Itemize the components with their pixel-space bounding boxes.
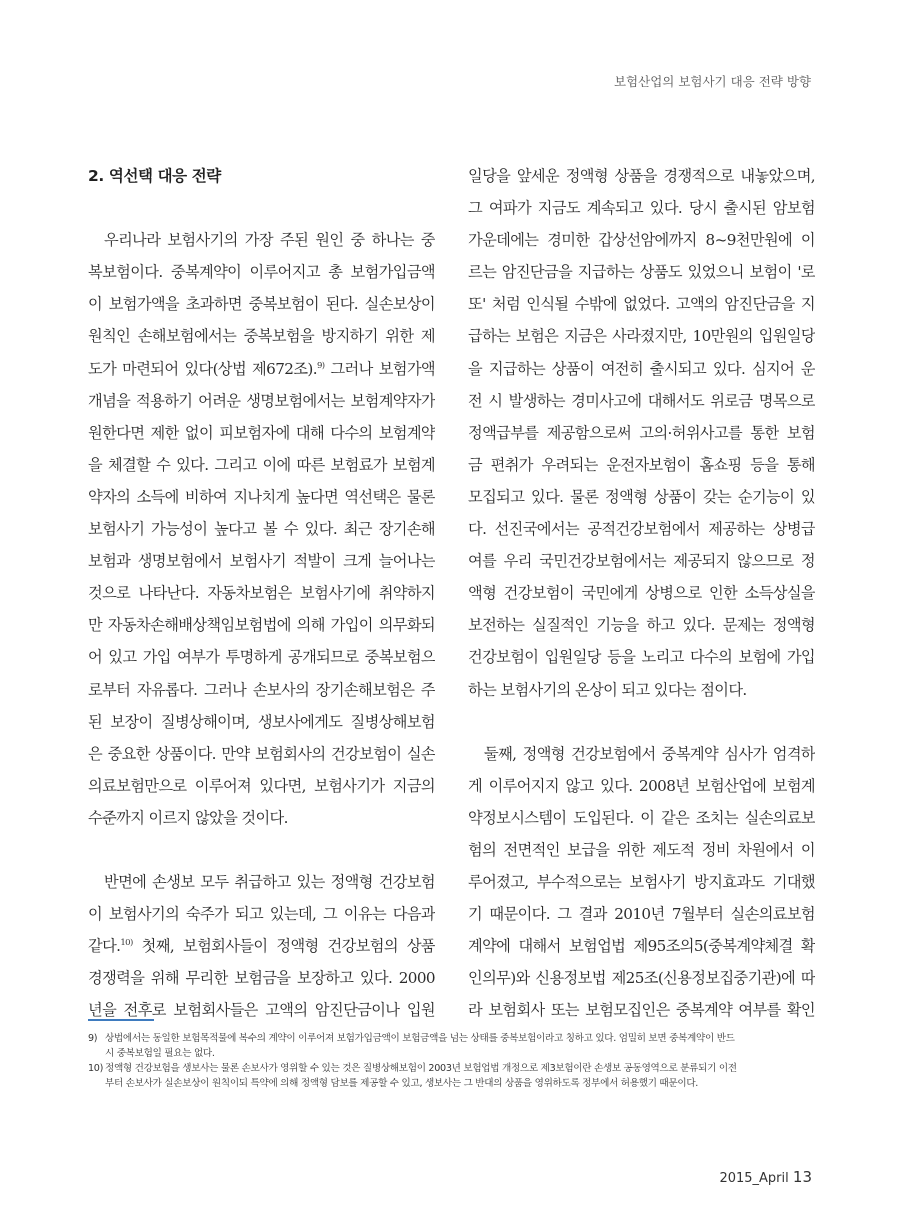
left-column [88,160,435,1027]
body-text: 도가 마련되어 있다(상법 제672조). [88,359,317,378]
body-line: 라 보험회사 또는 보험모집인은 중복계약 여부를 확인 [468,1001,815,1020]
body-line: 게 이루어지지 않고 있다. 2008년 보험산업에 보험계 [468,776,815,795]
body-line: 보전하는 실질적인 기능을 하고 있다. 문제는 정액형 [468,616,815,635]
body-line: 루어졌고, 부수적으로는 보험사기 방지효과도 기대했 [468,873,815,892]
body-line: 전 시 발생하는 경미사고에 대해서도 위로금 명목으로 [468,391,815,410]
body-line: 이 보험가액을 초과하면 중복보험이 된다. 실손보상이 [88,295,435,314]
body-line: 건강보험이 입원일당 등을 노리고 다수의 보험에 가입 [468,648,815,667]
footnote-line: 상법에서는 동일한 보험목적물에 복수의 계약이 이루어져 보험가입금액이 보험금액을 넘는 상태를 중복보험이라고 칭하고 있다. 엄밀히 보면 중복계약이 반드 [105,1033,735,1044]
footnote-line: 정액형 건강보험을 생보사는 물론 손보사가 영위할 수 있는 것은 질병상해보험이 2003년 보험업법 개정으로 제3보험이란 손생보 공동영역으로 분류되기 이전 [105,1063,737,1074]
body-line: 가운데에는 경미한 갑상선암에까지 8~9천만원에 이 [468,231,815,250]
body-line: 험의 전면적인 보급을 위한 제도적 정비 차원에서 이 [468,840,815,859]
body-line: 기 때문이다. 그 결과 2010년 7월부터 실손의료보험 [468,905,815,924]
body-text: 첫째, 보험회사들이 정액형 건강보험의 상품 [132,937,435,956]
body-line: 년을 전후로 보험회사들은 고액의 암진단금이나 입원 [88,1001,435,1020]
body-line: 을 지급하는 상품이 여전히 출시되고 있다. 심지어 운 [468,359,815,378]
body-line: 계약에 대해서 보험업법 제95조의5(중복계약체결 확 [468,937,815,956]
body-line [88,353,435,385]
footnote-line: 시 중복보험일 필요는 없다. [105,1048,215,1059]
body-line: 액형 건강보험이 국민에게 상병으로 인한 소득상실을 [468,584,815,603]
body-text: 그러나 보험가액 [324,359,435,378]
body-line: 복보험이다. 중복계약이 이루어지고 총 보험가입금액 [88,263,435,282]
body-line: 로부터 자유롭다. 그러나 손보사의 장기손해보험은 주 [88,680,435,699]
body-line: 일당을 앞세운 정액형 상품을 경쟁적으로 내놓았으며, [468,167,815,185]
body-text: 같다. [88,937,121,956]
body-line: 르는 암진단금을 지급하는 상품도 있었으니 보험이 '로 [468,263,815,282]
page-footer [719,1168,812,1186]
body-line: 급하는 보험은 지금은 사라졌지만, 10만원의 입원일당 [468,327,815,346]
body-line: 것으로 나타난다. 자동차보험은 보험사기에 취약하지 [88,584,435,603]
body-line: 은 중요한 상품이다. 만약 보험회사의 건강보험이 실손 [88,744,435,763]
body-line: 원한다면 제한 없이 피보험자에 대해 다수의 보험계약 [88,423,435,442]
body-line: 금 편취가 우려되는 운전자보험이 홈쇼핑 등을 통해 [468,455,815,474]
footnote-line: 부터 손보사가 실손보상이 원칙이되 특약에 의해 정액형 담보를 제공할 수 있고, 생보사는 그 반대의 상품을 영위하도록 정부에서 허용했기 때문이다. [105,1078,699,1089]
footnote-divider [88,1019,154,1021]
body-line: 약자의 소득에 비하여 지나치게 높다면 역선택은 물론 [88,487,435,506]
body-line: 만 자동차손해배상책임보험법에 의해 가입이 의무화되 [88,616,435,635]
issue-label: 2015_April [719,1171,789,1186]
body-line: 원칙인 손해보험에서는 중복보험을 방지하기 위한 제 [88,327,435,346]
footnote-ref-10[interactable]: 10) [120,938,133,949]
body-line: 의료보험만으로 이루어져 있다면, 보험사기가 지금의 [88,776,435,795]
footnote-10 [88,1061,814,1091]
right-column [468,160,815,1027]
body-line: 개념을 적용하기 어려운 생명보험에서는 보험계약자가 [88,391,435,410]
body-line: 둘째, 정액형 건강보험에서 중복계약 심사가 엄격하 [484,744,815,763]
body-line: 약정보시스템이 도입된다. 이 같은 조치는 실손의료보 [468,808,815,827]
body-line: 다. 선진국에서는 공적건강보험에서 제공하는 상병급 [468,520,815,539]
footnotes [88,1031,814,1091]
body-line: 그 여파가 지금도 계속되고 있다. 당시 출시된 암보험 [468,199,815,218]
page-number: 13 [792,1168,812,1186]
body-line: 된 보장이 질병상해이며, 생보사에게도 질병상해보험 [88,712,435,731]
body-line: 정액급부를 제공함으로써 고의·허위사고를 통한 보험 [468,423,815,442]
section-title: 2. 역선택 대응 전략 [88,167,221,185]
footnote-9 [88,1031,814,1061]
running-header: 보험산업의 보험사기 대응 전략 방향 [613,74,811,89]
footnote-number: 10) [88,1063,104,1074]
body-line: 보험과 생명보험에서 보험사기 적발이 크게 늘어나는 [88,552,435,571]
body-line: 어 있고 가입 여부가 투명하게 공개되므로 중복보험으 [88,648,435,667]
body-line: 인의무)와 신용정보법 제25조(신용정보집중기관)에 따 [468,969,815,988]
body-line: 반면에 손생보 모두 취급하고 있는 정액형 건강보험 [104,873,435,892]
footnote-ref-9[interactable]: 9) [316,360,325,371]
body-line: 보험사기 가능성이 높다고 볼 수 있다. 최근 장기손해 [88,520,435,539]
body-line: 우리나라 보험사기의 가장 주된 원인 중 하나는 중 [104,231,435,250]
body-line: 모집되고 있다. 물론 정액형 상품이 갖는 순기능이 있 [468,487,815,506]
body-line: 또' 처럼 인식될 수밖에 없었다. 고액의 암진단금을 지 [468,295,815,314]
body-line: 하는 보험사기의 온상이 되고 있다는 점이다. [468,680,747,699]
body-line: 여를 우리 국민건강보험에서는 제공되지 않으므로 정 [468,552,815,571]
body-line: 경쟁력을 위해 무리한 보험금을 보장하고 있다. 2000 [88,969,435,988]
footnote-number: 9) [88,1033,98,1044]
body-line: 이 보험사기의 숙주가 되고 있는데, 그 이유는 다음과 [88,905,435,924]
body-line: 수준까지 이르지 않았을 것이다. [88,808,288,827]
body-line: 을 체결할 수 있다. 그리고 이에 따른 보험료가 보험계 [88,455,435,474]
body-line [88,930,435,962]
